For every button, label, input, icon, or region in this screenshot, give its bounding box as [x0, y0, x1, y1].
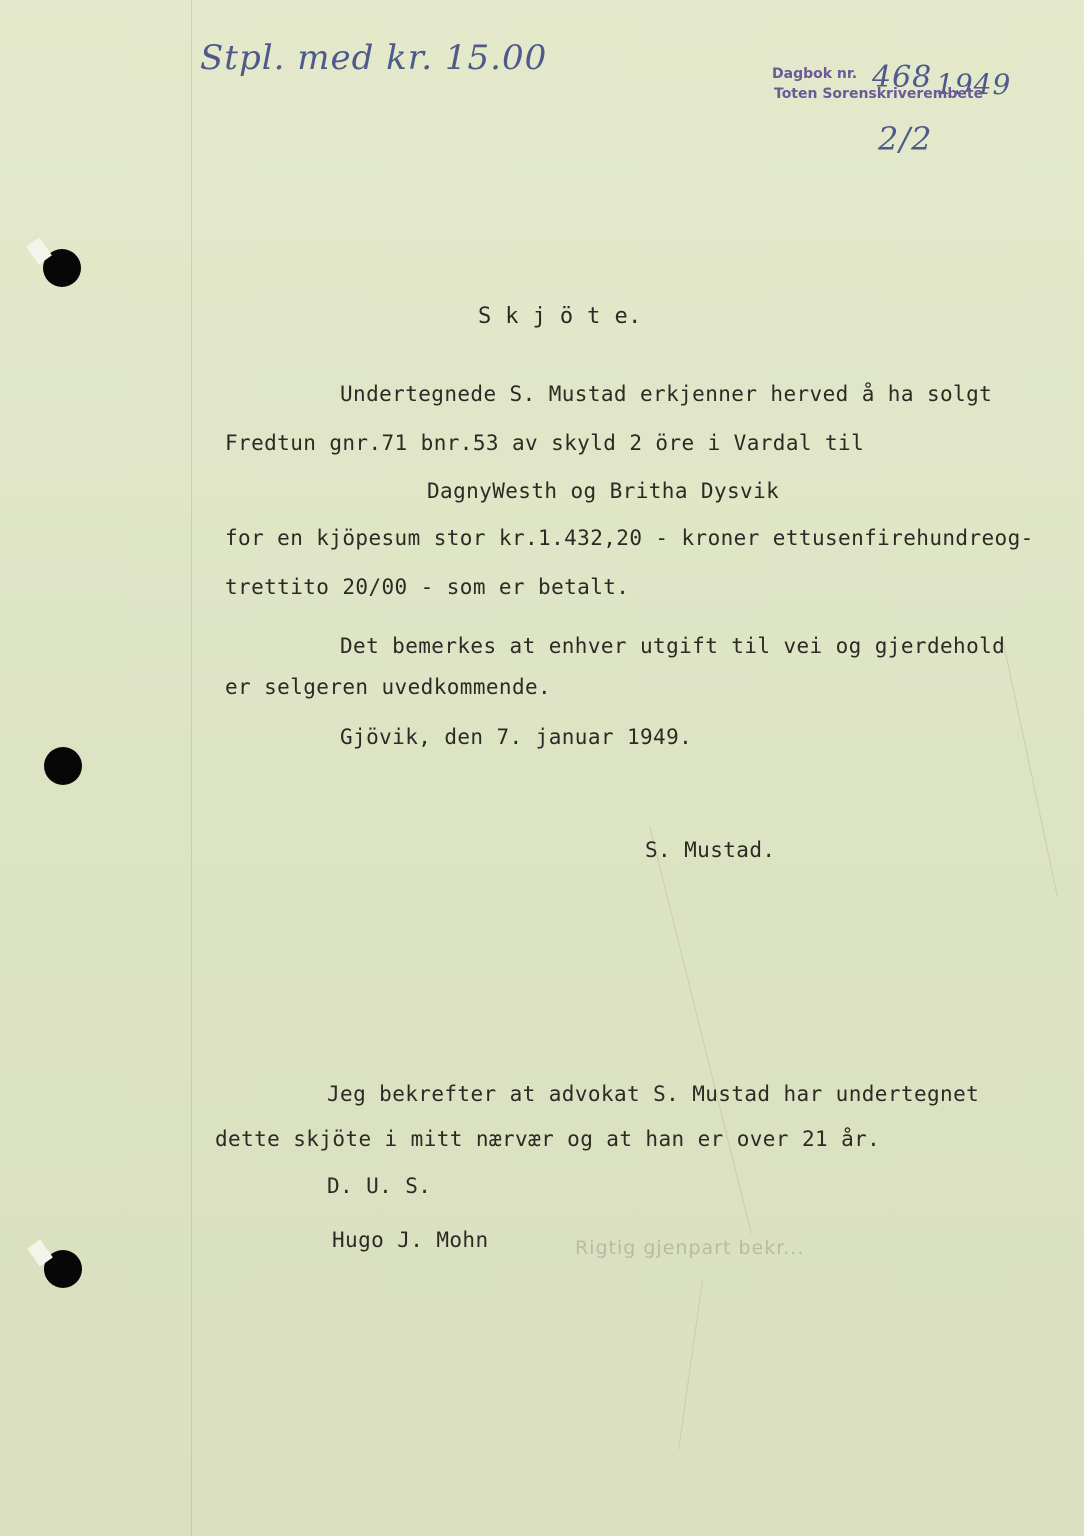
witness-line: Jeg bekrefter at advokat S. Mustad har undertegnet [327, 1082, 980, 1106]
body-line: Undertegnede S. Mustad erkjenner herved å ha solgt [340, 382, 993, 406]
document-title: S k j ö t e. [478, 304, 642, 329]
sorenskriver-stamp-label: Toten Sorenskriverembete [774, 86, 984, 102]
handwritten-date-short: 2/2 [878, 120, 933, 158]
certified-copy-stamp: Rigtig gjenpart bekr... [575, 1237, 805, 1259]
witness-name: Hugo J. Mohn [332, 1228, 489, 1252]
fold-crease [1003, 643, 1058, 898]
punch-hole [44, 747, 82, 785]
fold-crease [649, 826, 752, 1234]
dagbok-stamp-label: Dagbok nr. [772, 66, 858, 82]
buyers-line: DagnyWesth og Britha Dysvik [427, 479, 780, 503]
witness-line: dette skjöte i mitt nærvær og at han er over 21 år. [215, 1127, 881, 1151]
seller-signature: S. Mustad. [645, 838, 776, 862]
body-line: trettito 20/00 - som er betalt. [225, 575, 630, 599]
handwritten-entry-number: 468 [872, 60, 933, 95]
place-date-line: Gjövik, den 7. januar 1949. [340, 725, 693, 749]
handwritten-entry-year: 1949 [936, 68, 1012, 101]
body-line: er selgeren uvedkommende. [225, 675, 552, 699]
body-line: Fredtun gnr.71 bnr.53 av skyld 2 öre i Vardal til [225, 431, 865, 455]
handwritten-fee-note: Stpl. med kr. 15.00 [200, 38, 548, 78]
fold-crease [678, 1281, 703, 1449]
margin-rule [191, 0, 192, 1536]
body-line: Det bemerkes at enhver utgift til vei og gjerdehold [340, 634, 1006, 658]
witness-abbreviation: D. U. S. [327, 1174, 432, 1198]
body-line: for en kjöpesum stor kr.1.432,20 - kroner ettusenfirehundreog- [225, 526, 1034, 550]
